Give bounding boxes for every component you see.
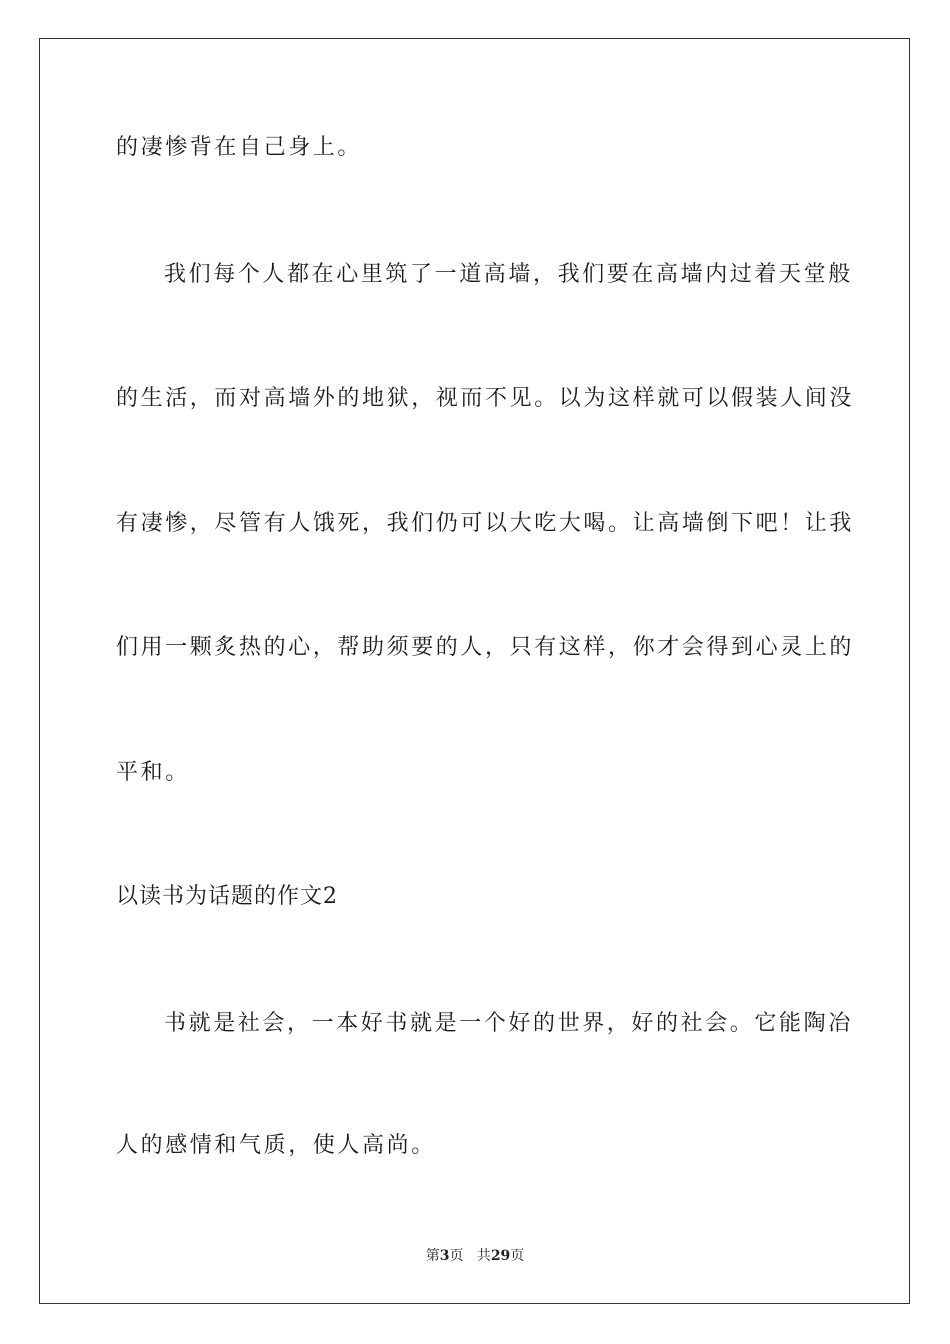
paragraph-line: 的凄惨背在自己身上。: [116, 135, 363, 160]
paragraph-line: 们用一颗炙热的心，帮助须要的人，只有这样，你才会得到心灵上的: [116, 635, 855, 660]
footer-total-prefix: 共: [476, 1248, 491, 1264]
paragraph-line: 的生活，而对高墙外的地狱，视而不见。以为这样就可以假装人间没: [116, 386, 855, 411]
paragraph-line: 我们每个人都在心里筑了一道高墙，我们要在高墙内过着天堂般: [164, 262, 853, 287]
footer-total-pages: 29: [490, 1248, 511, 1264]
page-border: [39, 38, 910, 1304]
section-heading: 以读书为话题的作文2: [116, 884, 338, 909]
paragraph-line: 平和。: [116, 760, 190, 785]
paragraph-line: 书就是社会，一本好书就是一个好的世界，好的社会。它能陶冶: [164, 1011, 853, 1036]
footer-page-number: 3: [439, 1248, 450, 1264]
paragraph-line: 人的感情和气质，使人高尚。: [116, 1133, 436, 1158]
footer-prefix: 第: [425, 1248, 440, 1264]
paragraph-line: 有凄惨，尽管有人饿死，我们仍可以大吃大喝。让高墙倒下吧！让我: [116, 511, 855, 536]
footer-page-suffix: 页: [449, 1248, 464, 1264]
footer-total-suffix: 页: [510, 1248, 525, 1264]
page-footer: [0, 1246, 950, 1266]
